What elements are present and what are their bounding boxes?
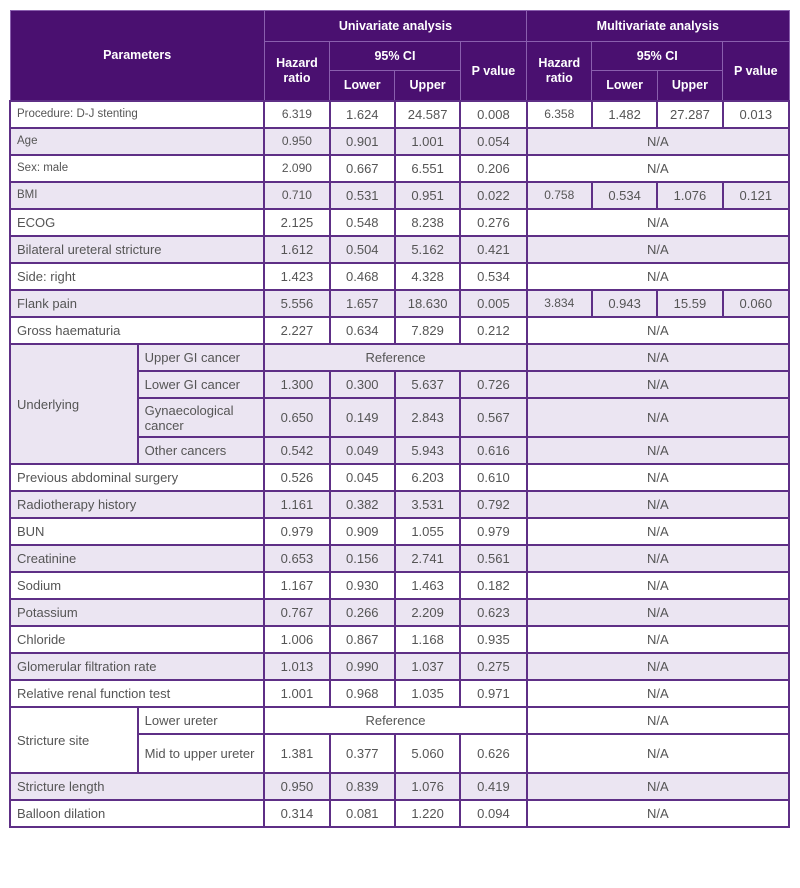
table-row	[10, 317, 789, 344]
uni-p-value: 0.610	[460, 464, 526, 491]
uni-hazard-ratio: 0.950	[264, 773, 329, 800]
table-row	[10, 155, 789, 182]
uni-hazard-ratio: 1.300	[264, 371, 329, 398]
uni-p-value: 0.616	[460, 437, 526, 464]
uni-p-value: 0.005	[460, 290, 526, 317]
table-row	[10, 653, 789, 680]
table-row	[10, 773, 789, 800]
table-row	[10, 263, 789, 290]
uni-p-value: 0.421	[460, 236, 526, 263]
multi-na: N/A	[527, 572, 789, 599]
table-row	[10, 182, 789, 209]
uni-ci-upper: 5.637	[395, 371, 460, 398]
uni-hazard-ratio: 0.542	[264, 437, 329, 464]
uni-p-value: 0.275	[460, 653, 526, 680]
multi-na: N/A	[527, 773, 789, 800]
table-row	[10, 236, 789, 263]
row-label: Sex: male	[10, 155, 264, 182]
uni-p-value: 0.022	[460, 182, 526, 209]
uni-hazard-ratio: 1.006	[264, 626, 329, 653]
multi-p-value: 0.121	[723, 182, 789, 209]
multi-na: N/A	[527, 371, 789, 398]
hazard-ratio-table	[9, 10, 790, 828]
uni-hazard-ratio: 0.653	[264, 545, 329, 572]
uni-hazard-ratio: 1.161	[264, 491, 329, 518]
uni-ci-lower: 0.266	[330, 599, 395, 626]
uni-hazard-ratio: 0.950	[264, 128, 329, 155]
multi-na: N/A	[527, 236, 789, 263]
uni-hazard-ratio: 1.167	[264, 572, 329, 599]
uni-p-value: 0.054	[460, 128, 526, 155]
table-row	[10, 680, 789, 707]
uni-p-value: 0.626	[460, 734, 526, 773]
multi-na: N/A	[527, 209, 789, 236]
uni-hazard-ratio: 2.125	[264, 209, 329, 236]
header-uni-p-value: P value	[460, 42, 526, 102]
header-multi-hazard-ratio: Hazard ratio	[527, 42, 592, 102]
multi-ci-lower: 1.482	[592, 101, 657, 128]
row-label: Age	[10, 128, 264, 155]
uni-p-value: 0.567	[460, 398, 526, 437]
header-parameters: Parameters	[10, 11, 264, 102]
uni-p-value: 0.534	[460, 263, 526, 290]
uni-hazard-ratio: 0.526	[264, 464, 329, 491]
multi-hazard-ratio: 0.758	[527, 182, 592, 209]
table-header	[10, 11, 789, 102]
uni-ci-upper: 1.463	[395, 572, 460, 599]
row-label: Relative renal function test	[10, 680, 264, 707]
sub-label: Mid to upper ureter	[138, 734, 265, 773]
uni-hazard-ratio: 0.314	[264, 800, 329, 827]
multi-ci-lower: 0.943	[592, 290, 657, 317]
table-row	[10, 626, 789, 653]
multi-na: N/A	[527, 707, 789, 734]
multi-na: N/A	[527, 518, 789, 545]
uni-ci-upper: 24.587	[395, 101, 460, 128]
multi-ci-lower: 0.534	[592, 182, 657, 209]
header-uni-ci: 95% CI	[330, 42, 461, 71]
uni-hazard-ratio: 1.001	[264, 680, 329, 707]
multi-ci-upper: 15.59	[657, 290, 722, 317]
uni-ci-upper: 5.162	[395, 236, 460, 263]
sub-label: Lower ureter	[138, 707, 265, 734]
row-label: Bilateral ureteral stricture	[10, 236, 264, 263]
uni-ci-lower: 0.081	[330, 800, 395, 827]
header-multi-ci: 95% CI	[592, 42, 723, 71]
uni-p-value: 0.971	[460, 680, 526, 707]
uni-ci-upper: 7.829	[395, 317, 460, 344]
multi-na: N/A	[527, 263, 789, 290]
table-row	[10, 518, 789, 545]
row-label: BUN	[10, 518, 264, 545]
row-label: Potassium	[10, 599, 264, 626]
uni-p-value: 0.182	[460, 572, 526, 599]
uni-p-value: 0.094	[460, 800, 526, 827]
row-label: Previous abdominal surgery	[10, 464, 264, 491]
uni-ci-upper: 18.630	[395, 290, 460, 317]
multi-na: N/A	[527, 734, 789, 773]
reference-cell: Reference	[264, 344, 526, 371]
multi-na: N/A	[527, 344, 789, 371]
table-row	[10, 707, 789, 734]
uni-ci-lower: 0.149	[330, 398, 395, 437]
uni-ci-upper: 5.943	[395, 437, 460, 464]
uni-ci-lower: 0.504	[330, 236, 395, 263]
uni-ci-upper: 2.741	[395, 545, 460, 572]
multi-na: N/A	[527, 653, 789, 680]
header-multi-lower: Lower	[592, 71, 657, 102]
uni-ci-lower: 0.867	[330, 626, 395, 653]
uni-p-value: 0.792	[460, 491, 526, 518]
multi-hazard-ratio: 3.834	[527, 290, 592, 317]
table-body	[10, 101, 789, 827]
table-row	[10, 128, 789, 155]
uni-ci-upper: 1.076	[395, 773, 460, 800]
uni-ci-lower: 0.049	[330, 437, 395, 464]
uni-ci-lower: 0.377	[330, 734, 395, 773]
uni-ci-lower: 1.624	[330, 101, 395, 128]
sub-label: Lower GI cancer	[138, 371, 265, 398]
row-label: Creatinine	[10, 545, 264, 572]
row-label: Sodium	[10, 572, 264, 599]
sub-label: Upper GI cancer	[138, 344, 265, 371]
uni-hazard-ratio: 1.013	[264, 653, 329, 680]
table-row	[10, 290, 789, 317]
uni-ci-upper: 3.531	[395, 491, 460, 518]
uni-hazard-ratio: 1.612	[264, 236, 329, 263]
uni-ci-lower: 0.968	[330, 680, 395, 707]
multi-na: N/A	[527, 464, 789, 491]
uni-p-value: 0.623	[460, 599, 526, 626]
table-row	[10, 464, 789, 491]
uni-p-value: 0.206	[460, 155, 526, 182]
uni-ci-upper: 0.951	[395, 182, 460, 209]
uni-ci-lower: 0.156	[330, 545, 395, 572]
header-multi-p-value: P value	[723, 42, 789, 102]
row-label: Balloon dilation	[10, 800, 264, 827]
table-row	[10, 101, 789, 128]
multi-na: N/A	[527, 155, 789, 182]
table-row	[10, 545, 789, 572]
uni-hazard-ratio: 6.319	[264, 101, 329, 128]
header-multi-upper: Upper	[657, 71, 722, 102]
uni-p-value: 0.979	[460, 518, 526, 545]
multi-ci-upper: 27.287	[657, 101, 722, 128]
uni-hazard-ratio: 0.979	[264, 518, 329, 545]
header-univariate: Univariate analysis	[264, 11, 526, 42]
uni-ci-lower: 1.657	[330, 290, 395, 317]
multi-na: N/A	[527, 398, 789, 437]
multi-na: N/A	[527, 626, 789, 653]
multi-na: N/A	[527, 599, 789, 626]
row-label: Glomerular filtration rate	[10, 653, 264, 680]
uni-ci-upper: 1.001	[395, 128, 460, 155]
uni-p-value: 0.726	[460, 371, 526, 398]
uni-ci-upper: 1.035	[395, 680, 460, 707]
multi-na: N/A	[527, 491, 789, 518]
uni-p-value: 0.561	[460, 545, 526, 572]
uni-hazard-ratio: 0.650	[264, 398, 329, 437]
uni-p-value: 0.419	[460, 773, 526, 800]
multi-na: N/A	[527, 545, 789, 572]
uni-ci-lower: 0.667	[330, 155, 395, 182]
multi-na: N/A	[527, 128, 789, 155]
uni-hazard-ratio: 5.556	[264, 290, 329, 317]
table-row	[10, 800, 789, 827]
uni-hazard-ratio: 0.767	[264, 599, 329, 626]
uni-ci-upper: 4.328	[395, 263, 460, 290]
table-row	[10, 209, 789, 236]
uni-ci-lower: 0.990	[330, 653, 395, 680]
table-row	[10, 491, 789, 518]
uni-p-value: 0.008	[460, 101, 526, 128]
row-label: Stricture length	[10, 773, 264, 800]
uni-ci-upper: 1.220	[395, 800, 460, 827]
multi-na: N/A	[527, 680, 789, 707]
uni-hazard-ratio: 0.710	[264, 182, 329, 209]
uni-hazard-ratio: 1.381	[264, 734, 329, 773]
row-label: BMI	[10, 182, 264, 209]
uni-ci-upper: 1.168	[395, 626, 460, 653]
uni-ci-lower: 0.909	[330, 518, 395, 545]
uni-ci-upper: 2.209	[395, 599, 460, 626]
group-label: Underlying	[10, 344, 138, 464]
uni-ci-lower: 0.634	[330, 317, 395, 344]
uni-p-value: 0.276	[460, 209, 526, 236]
uni-ci-upper: 1.055	[395, 518, 460, 545]
uni-ci-lower: 0.930	[330, 572, 395, 599]
uni-ci-upper: 8.238	[395, 209, 460, 236]
multi-na: N/A	[527, 800, 789, 827]
uni-ci-lower: 0.901	[330, 128, 395, 155]
sub-label: Gynaecological cancer	[138, 398, 265, 437]
uni-ci-lower: 0.839	[330, 773, 395, 800]
uni-hazard-ratio: 2.227	[264, 317, 329, 344]
row-label: Side: right	[10, 263, 264, 290]
row-label: Chloride	[10, 626, 264, 653]
uni-p-value: 0.212	[460, 317, 526, 344]
uni-ci-upper: 2.843	[395, 398, 460, 437]
row-label: Flank pain	[10, 290, 264, 317]
header-uni-lower: Lower	[330, 71, 395, 102]
row-label: Radiotherapy history	[10, 491, 264, 518]
multi-na: N/A	[527, 437, 789, 464]
uni-hazard-ratio: 2.090	[264, 155, 329, 182]
multi-na: N/A	[527, 317, 789, 344]
uni-ci-upper: 5.060	[395, 734, 460, 773]
table-row	[10, 572, 789, 599]
uni-ci-upper: 1.037	[395, 653, 460, 680]
header-uni-upper: Upper	[395, 71, 460, 102]
multi-p-value: 0.013	[723, 101, 789, 128]
multi-ci-upper: 1.076	[657, 182, 722, 209]
row-label: Procedure: D-J stenting	[10, 101, 264, 128]
uni-ci-lower: 0.548	[330, 209, 395, 236]
uni-ci-lower: 0.382	[330, 491, 395, 518]
uni-ci-upper: 6.551	[395, 155, 460, 182]
sub-label: Other cancers	[138, 437, 265, 464]
table-row	[10, 344, 789, 371]
reference-cell: Reference	[264, 707, 526, 734]
uni-ci-upper: 6.203	[395, 464, 460, 491]
multi-p-value: 0.060	[723, 290, 789, 317]
multi-hazard-ratio: 6.358	[527, 101, 592, 128]
uni-p-value: 0.935	[460, 626, 526, 653]
header-uni-hazard-ratio: Hazard ratio	[264, 42, 329, 102]
row-label: Gross haematuria	[10, 317, 264, 344]
uni-ci-lower: 0.045	[330, 464, 395, 491]
uni-ci-lower: 0.300	[330, 371, 395, 398]
group-label: Stricture site	[10, 707, 138, 773]
uni-ci-lower: 0.468	[330, 263, 395, 290]
uni-hazard-ratio: 1.423	[264, 263, 329, 290]
row-label: ECOG	[10, 209, 264, 236]
header-multivariate: Multivariate analysis	[527, 11, 789, 42]
table-row	[10, 599, 789, 626]
uni-ci-lower: 0.531	[330, 182, 395, 209]
